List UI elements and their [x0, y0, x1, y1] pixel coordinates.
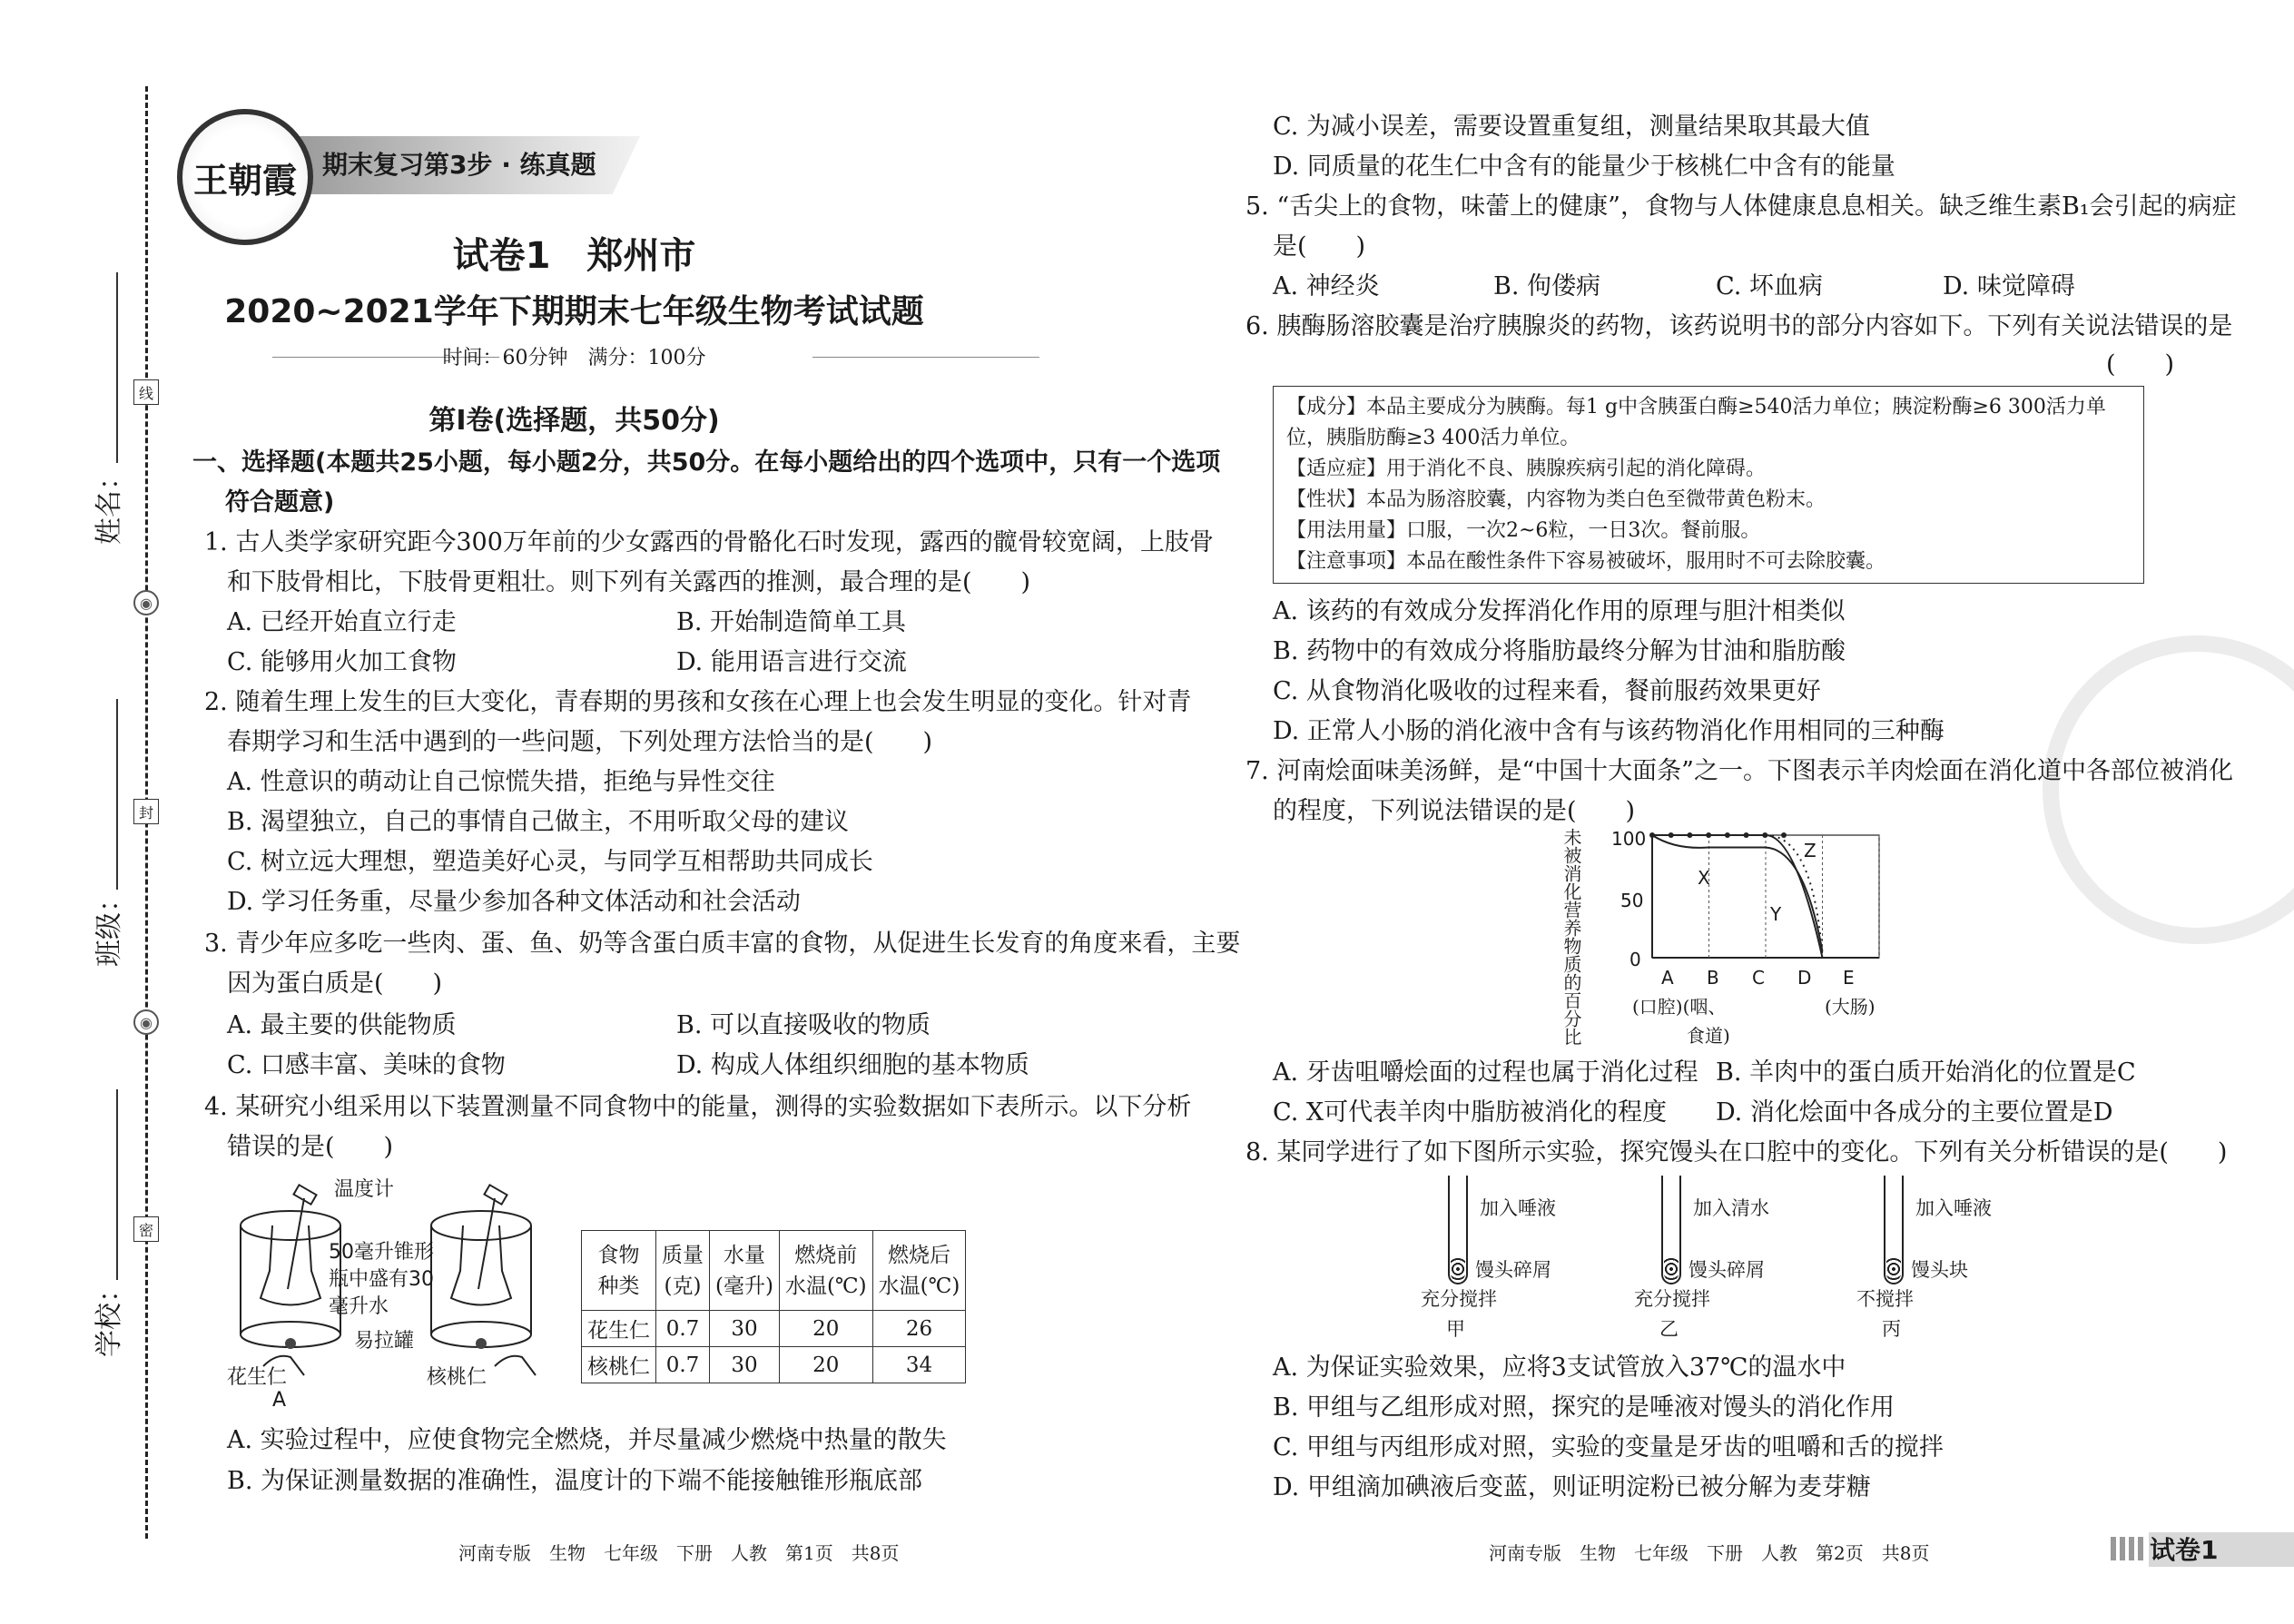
series-z-point: [1725, 832, 1730, 838]
series-z-point: [1744, 832, 1749, 838]
info-line: 【用法用量】口服，一次2~6粒，一日3次。餐前服。: [1286, 519, 1761, 542]
table-cell: 0.7: [656, 1311, 710, 1347]
bread-icon: [1664, 1257, 1679, 1281]
info-line: 【适应症】用于消化不良、胰腺疾病引起的消化障碍。: [1286, 458, 1767, 480]
class-label: 班级：: [94, 885, 125, 967]
q2-option-b[interactable]: B. 渴望独立，自己的事情自己做主，不用听取父母的建议: [227, 808, 850, 836]
binding-mark-secret: 密: [133, 1216, 159, 1242]
label-walnut: 核桃仁: [427, 1366, 487, 1389]
q4-option-c[interactable]: C. 为减小误差，需要设置重复组，测量结果取其最大值: [1273, 113, 1870, 141]
table-cell: 花生仁: [582, 1311, 656, 1347]
series-label-z: Z: [1804, 840, 1816, 861]
table-cell: 30: [710, 1347, 780, 1383]
banner-text: 期末复习第3步 · 练真题: [322, 150, 596, 180]
q3-stem-1: 3. 青少年应多吃一些肉、蛋、鱼、奶等含蛋白质丰富的食物，从促进生长发育的角度来看，主要: [204, 930, 1241, 958]
paper-tab-label: 试卷1: [2150, 1535, 2219, 1565]
tab-dots-icon: [2111, 1537, 2143, 1560]
tube-bottom-label: 不搅拌: [1856, 1288, 1914, 1310]
drug-info-box: [1273, 386, 2144, 584]
q4-option-d[interactable]: D. 同质量的花生仁中含有的能量少于核桃仁中含有的能量: [1273, 153, 1895, 181]
table-header: 燃烧前 水温(℃): [779, 1231, 872, 1311]
chart-ylabel: 未被消化营养物质的百分比: [1561, 828, 1582, 1046]
instruction-line-2: 符合题意): [225, 488, 335, 517]
x-tick: E: [1843, 967, 1855, 989]
series-z-point: [1781, 832, 1787, 838]
table-row: [582, 1347, 966, 1383]
q3-option-c[interactable]: C. 口感丰富、美味的食物: [227, 1051, 506, 1079]
q3-option-d[interactable]: D. 构成人体组织细胞的基本物质: [676, 1051, 1029, 1079]
exam-meta: 时间：60分钟 满分：100分: [442, 347, 706, 369]
table-cell: 20: [779, 1311, 872, 1347]
x-tick: C: [1752, 967, 1765, 989]
q3-stem-2: 因为蛋白质是( ): [227, 969, 443, 998]
tube-name: 甲: [1446, 1318, 1465, 1340]
footer-right: 河南专版 生物 七年级 下册 人教 第2页 共8页: [1489, 1542, 1930, 1564]
q4-stem-1: 4. 某研究小组采用以下装置测量不同食物中的能量，测得的实验数据如下表所示。以下分析: [204, 1093, 1192, 1121]
q7-option-b[interactable]: B. 羊肉中的蛋白质开始消化的位置是C: [1716, 1058, 2136, 1087]
q6-option-a[interactable]: A. 该药的有效成分发挥消化作用的原理与胆汁相类似: [1273, 597, 1846, 625]
series-z-point: [1669, 832, 1674, 838]
q1-option-a[interactable]: A. 已经开始直立行走: [227, 608, 457, 636]
q3-option-a[interactable]: A. 最主要的供能物质: [227, 1011, 457, 1039]
tube-mid-label: 馒头碎屑: [1475, 1259, 1551, 1281]
label-flask-2: 瓶中盛有30: [329, 1268, 434, 1291]
series-x-line: [1652, 835, 1823, 951]
table-header: 质量 (克): [656, 1231, 710, 1311]
q5-stem-2: 是( ): [1273, 232, 1366, 261]
tube-top-label: 加入唾液: [1480, 1197, 1556, 1219]
q4-option-b[interactable]: B. 为保证测量数据的准确性，温度计的下端不能接触锥形瓶底部: [227, 1467, 923, 1495]
paper-title: 试卷1 郑州市: [452, 235, 696, 277]
energy-data-table: [581, 1230, 966, 1383]
q1-option-d[interactable]: D. 能用语言进行交流: [676, 648, 907, 676]
q6-option-b[interactable]: B. 药物中的有效成分将脂肪最终分解为甘油和脂肪酸: [1273, 637, 1846, 665]
x-tick: A: [1661, 967, 1674, 989]
table-header: 水量 (毫升): [710, 1231, 780, 1311]
tube-bottom-label: 充分搅拌: [1634, 1288, 1710, 1310]
table-cell: 34: [872, 1347, 966, 1383]
q2-stem-2: 春期学习和生活中遇到的一些问题，下列处理方法恰当的是( ): [227, 728, 933, 756]
school-field[interactable]: [116, 1089, 118, 1280]
label-thermometer: 温度计: [334, 1178, 395, 1201]
info-line: 位，胰脂肪酶≥3 400活力单位。: [1286, 427, 1580, 449]
bread-icon: [1886, 1257, 1901, 1281]
table-cell: 20: [779, 1347, 872, 1383]
paper-subtitle: 2020~2021学年下期期末七年级生物考试试题: [224, 293, 924, 330]
digestion-chart: [1643, 831, 1888, 967]
q7-option-a[interactable]: A. 牙齿咀嚼烩面的过程也属于消化过程: [1273, 1058, 1698, 1087]
binding-mark-line: 线: [133, 379, 159, 405]
q2-stem-1: 2. 随着生理上发生的巨大变化，青春期的男孩和女孩在心理上也会发生明显的变化。针对青: [204, 688, 1192, 716]
q7-stem-1: 7. 河南烩面味美汤鲜，是“中国十大面条”之一。下图表示羊肉烩面在消化道中各部位被消化: [1245, 757, 2233, 785]
series-label-y: Y: [1770, 903, 1782, 925]
label-peanut: 花生仁: [227, 1366, 288, 1389]
q8-stem: 8. 某同学进行了如下图所示实验，探究馒头在口腔中的变化。下列有关分析错误的是( ): [1245, 1138, 2228, 1166]
table-cell: 26: [872, 1311, 966, 1347]
binding-mark-seal: 封: [133, 799, 159, 824]
y-tick: 100: [1611, 828, 1647, 850]
q8-option-a[interactable]: A. 为保证实验效果，应将3支试管放入37℃的温水中: [1273, 1353, 1846, 1382]
tube-name: 乙: [1659, 1318, 1679, 1340]
info-line: 【成分】本品主要成分为胰酶。每1 g中含胰蛋白酶≥540活力单位；胰淀粉酶≥6 300活力单: [1286, 396, 2106, 418]
q2-option-a[interactable]: A. 性意识的萌动让自己惊慌失措，拒绝与异性交往: [227, 768, 775, 796]
x-sub-3: (大肠): [1825, 996, 1876, 1018]
q2-option-d[interactable]: D. 学习任务重，尽量少参加各种文体活动和社会活动: [227, 888, 801, 916]
q5-option-b[interactable]: B. 佝偻病: [1493, 272, 1601, 300]
x-sub-2: 食道): [1687, 1025, 1730, 1047]
q5-stem-1: 5. “舌尖上的食物，味蕾上的健康”，食物与人体健康息息相关。缺乏维生素B₁会引起的病症: [1245, 192, 2237, 221]
q8-option-b[interactable]: B. 甲组与乙组形成对照，探究的是唾液对馒头的消化作用: [1273, 1393, 1895, 1422]
q3-option-b[interactable]: B. 可以直接吸收的物质: [676, 1011, 931, 1039]
q7-option-d[interactable]: D. 消化烩面中各成分的主要位置是D: [1716, 1098, 2113, 1127]
q7-option-c[interactable]: C. X可代表羊肉中脂肪被消化的程度: [1273, 1098, 1668, 1127]
series-z-point: [1687, 832, 1692, 838]
q1-stem-2: 和下肢骨相比，下肢骨更粗壮。则下列有关露西的推测，最合理的是( ): [227, 568, 1031, 596]
q6-option-d[interactable]: D. 正常人小肠的消化液中含有与该药物消化作用相同的三种酶: [1273, 717, 1944, 745]
series-y-line: [1652, 835, 1823, 958]
school-label: 学校：: [94, 1275, 125, 1357]
table-row: [582, 1311, 966, 1347]
class-field[interactable]: [116, 699, 118, 890]
table-cell: 30: [710, 1311, 780, 1347]
table-cell: 核桃仁: [582, 1347, 656, 1383]
table-cell: 0.7: [656, 1347, 710, 1383]
series-z-point: [1649, 832, 1655, 838]
info-line: 【注意事项】本品在酸性条件下容易被破坏，服用时不可去除胶囊。: [1286, 550, 1886, 573]
q1-option-b[interactable]: B. 开始制造简单工具: [676, 608, 907, 636]
q6-stem-1: 6. 胰酶肠溶胶囊是治疗胰腺炎的药物，该药说明书的部分内容如下。下列有关说法错误的是: [1245, 312, 2233, 340]
tube-bottom-label: 充分搅拌: [1421, 1288, 1497, 1310]
bread-icon: [1451, 1257, 1465, 1281]
tube-name: 丙: [1882, 1318, 1901, 1340]
y-tick: 50: [1620, 890, 1644, 911]
tube-mid-label: 馒头碎屑: [1689, 1259, 1765, 1281]
table-header: 燃烧后 水温(℃): [872, 1231, 966, 1311]
label-flask-1: 50毫升锥形: [329, 1241, 434, 1264]
brand-logo: 王朝霞: [177, 109, 313, 245]
instruction-line-1: 一、选择题(本题共25小题，每小题2分，共50分。在每小题给出的四个选项中，只有一个选项: [192, 448, 1221, 477]
series-label-x: X: [1698, 867, 1710, 889]
q5-option-c[interactable]: C. 坏血病: [1716, 272, 1823, 300]
info-line: 【性状】本品为肠溶胶囊，内容物为类白色至微带黄色粉末。: [1286, 488, 1826, 511]
tube-top-label: 加入清水: [1693, 1197, 1769, 1219]
q5-option-d[interactable]: D. 味觉障碍: [1943, 272, 2075, 300]
q6-stem-2: ( ): [2106, 350, 2175, 379]
q2-option-c[interactable]: C. 树立远大理想，塑造美好心灵，与同学互相帮助共同成长: [227, 848, 873, 876]
x-sub-1: (口腔)(咽、: [1632, 996, 1727, 1018]
y-tick: 0: [1629, 949, 1641, 970]
binding-hole-icon: ◉: [133, 590, 159, 615]
tube-top-label: 加入唾液: [1915, 1197, 1992, 1219]
x-tick: B: [1707, 967, 1719, 989]
footer-left: 河南专版 生物 七年级 下册 人教 第1页 共8页: [458, 1542, 900, 1564]
name-label: 姓名：: [94, 463, 125, 545]
q1-option-c[interactable]: C. 能够用火加工食物: [227, 648, 457, 676]
x-tick: D: [1797, 967, 1812, 989]
figure-label-a: A: [272, 1389, 287, 1412]
q5-option-a[interactable]: A. 神经炎: [1273, 272, 1380, 300]
binding-hole-icon: ◉: [133, 1009, 159, 1035]
q4-option-a[interactable]: A. 实验过程中，应使食物完全燃烧，并尽量减少燃烧中热量的散失: [227, 1426, 947, 1454]
series-z-point: [1762, 832, 1767, 838]
q4-stem-2: 错误的是( ): [227, 1133, 394, 1161]
q8-option-d[interactable]: D. 甲组滴加碘液后变蓝，则证明淀粉已被分解为麦芽糖: [1273, 1473, 1871, 1501]
q7-stem-2: 的程度，下列说法错误的是( ): [1273, 797, 1636, 825]
series-z-point: [1706, 832, 1711, 838]
label-flask-3: 毫升水: [329, 1295, 389, 1318]
q8-option-c[interactable]: C. 甲组与丙组形成对照，实验的变量是牙齿的咀嚼和舌的搅拌: [1273, 1433, 1944, 1462]
q6-option-c[interactable]: C. 从食物消化吸收的过程来看，餐前服药效果更好: [1273, 677, 1821, 705]
section-title: 第Ⅰ卷(选择题，共50分): [428, 405, 720, 437]
label-can: 易拉罐: [354, 1330, 415, 1353]
tube-mid-label: 馒头块: [1911, 1259, 1968, 1281]
table-header: 食物 种类: [582, 1231, 656, 1311]
q1-stem-1: 1. 古人类学家研究距今300万年前的少女露西的骨骼化石时发现，露西的髋骨较宽阔，上肢骨: [204, 528, 1214, 556]
